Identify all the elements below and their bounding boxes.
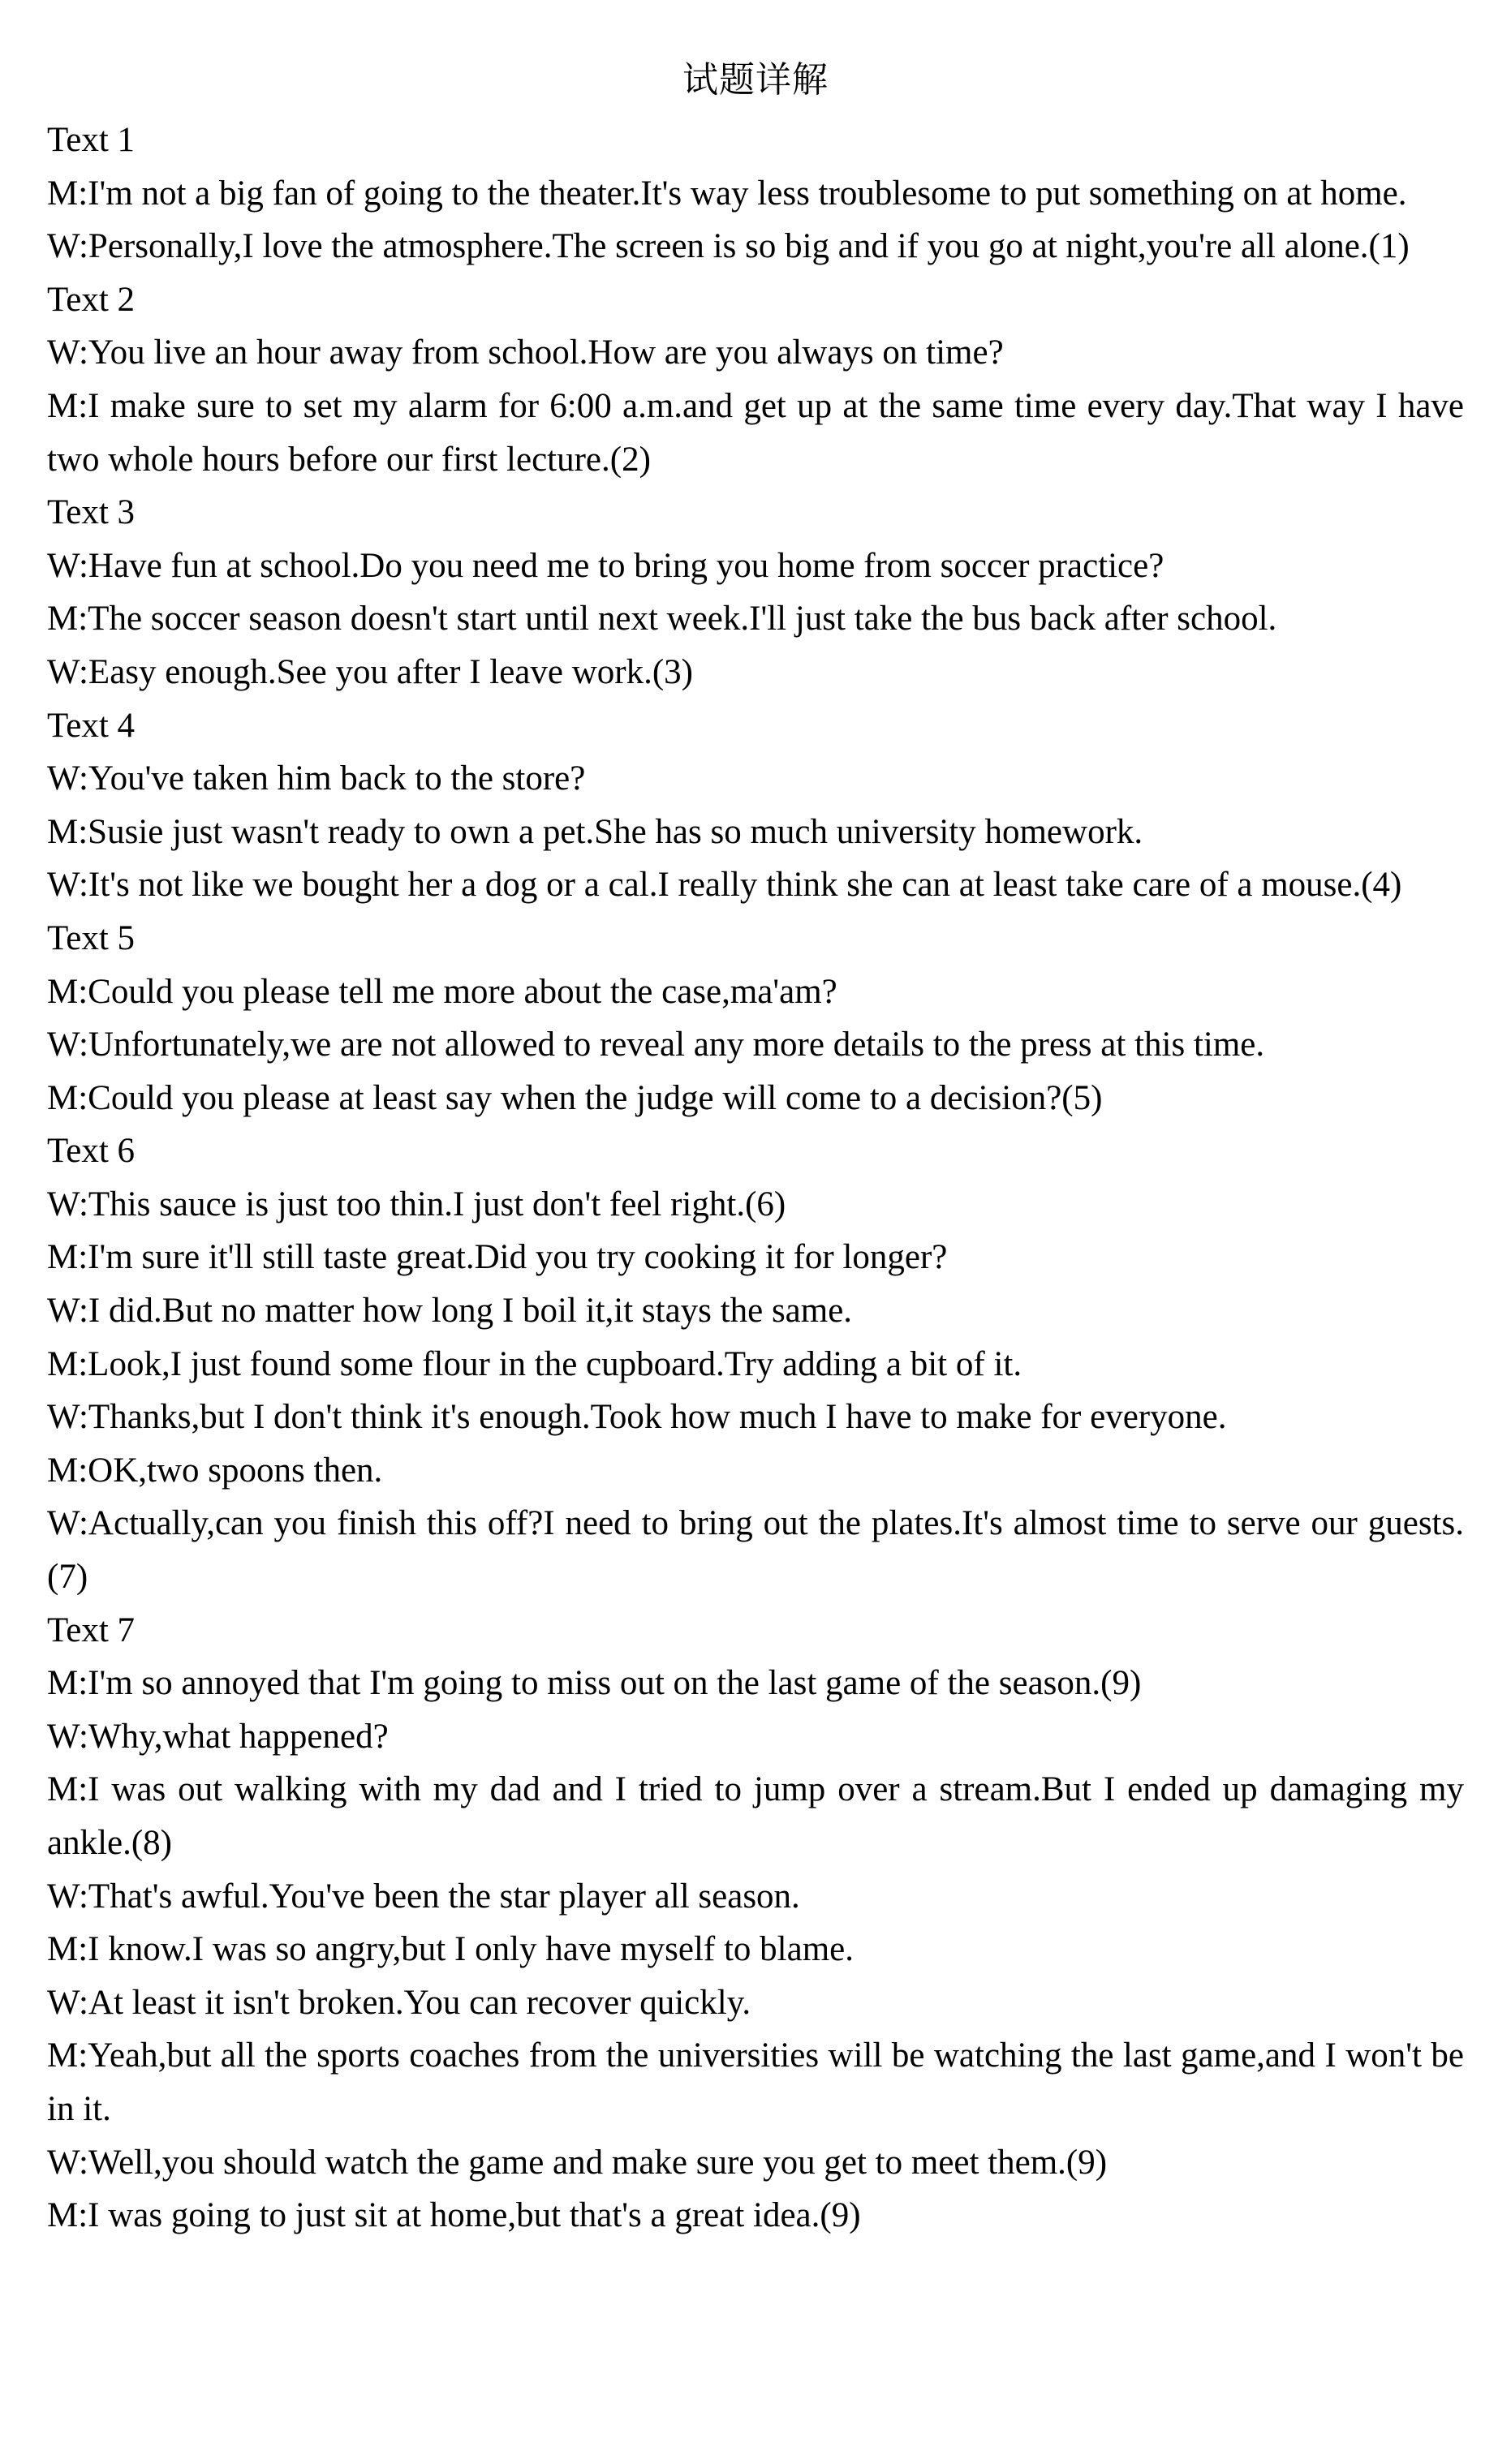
- dialogue-line: W:You live an hour away from school.How are you always on time?: [47, 333, 1004, 372]
- text-section-heading: Text 5: [47, 918, 136, 957]
- dialogue-line: W:You've taken him back to the store?: [47, 759, 586, 798]
- dialogue-line: M:I know.I was so angry,but I only have myself to blame.: [47, 1930, 854, 1969]
- dialogue-line: W:Thanks,but I don't think it's enough.Took how much I have to make for everyone.: [47, 1398, 1227, 1437]
- dialogue-line: W:This sauce is just too thin.I just don't feel right.(6): [47, 1185, 786, 1223]
- text-section-heading: Text 2: [47, 280, 136, 319]
- dialogue-line: M:Could you please at least say when the judge will come to a decision?(5): [47, 1078, 1103, 1117]
- dialogue-line: M:OK,two spoons then.: [47, 1451, 383, 1490]
- dialogue-line: M:I'm not a big fan of going to the theater.It's way less troublesome to put something on at home.: [47, 174, 1407, 213]
- dialogue-line: M:Could you please tell me more about the case,ma'am?: [47, 972, 837, 1011]
- dialogue-line: W:Have fun at school.Do you need me to bring you home from soccer practice?: [47, 546, 1164, 585]
- dialogue-line: W:Personally,I love the atmosphere.The screen is so big and if you go at night,you're all alone.(1): [47, 227, 1410, 266]
- text-section-heading: Text 6: [47, 1132, 136, 1171]
- dialogue-line: W:Actually,can you finish this off?I need to bring out the plates.It's almost time to serve our guests.(7): [47, 1504, 1464, 1597]
- dialogue-line: M:I'm sure it'll still taste great.Did you try cooking it for longer?: [47, 1238, 948, 1277]
- dialogue-line: W:Easy enough.See you after I leave work.(3): [47, 652, 693, 691]
- dialogue-line: M:Yeah,but all the sports coaches from the universities will be watching the last game,and I won't be in it.: [47, 2036, 1464, 2128]
- text-section-heading: Text 4: [47, 706, 136, 745]
- dialogue-line: W:Well,you should watch the game and make sure you get to meet them.(9): [47, 2143, 1108, 2182]
- transcript-body: [47, 114, 1464, 2243]
- dialogue-line: M:I'm so annoyed that I'm going to miss out on the last game of the season.(9): [47, 1664, 1142, 1703]
- dialogue-line: M:The soccer season doesn't start until next week.I'll just take the bus back after school.: [47, 600, 1277, 639]
- dialogue-line: M:I was going to just sit at home,but that's a great idea.(9): [47, 2196, 861, 2235]
- dialogue-line: W:Why,what happened?: [47, 1717, 389, 1756]
- dialogue-line: M:Look,I just found some flour in the cupboard.Try adding a bit of it.: [47, 1344, 1022, 1383]
- text-section-heading: Text 3: [47, 493, 136, 532]
- page-title: 试题详解: [682, 59, 829, 101]
- text-section-heading: Text 7: [47, 1610, 136, 1649]
- dialogue-line: W:I did.But no matter how long I boil it,it stays the same.: [47, 1292, 853, 1331]
- dialogue-line: W:That's awful.You've been the star player all season.: [47, 1877, 800, 1916]
- dialogue-line: M:I make sure to set my alarm for 6:00 a.m.and get up at the same time every day.That way I have two whole hours before our first lecture.(2): [47, 386, 1464, 479]
- dialogue-line: M:Susie just wasn't ready to own a pet.She has so much university homework.: [47, 812, 1143, 851]
- dialogue-line: W:It's not like we bought her a dog or a cal.I really think she can at least take care of a mouse.(4): [47, 866, 1402, 905]
- dialogue-line: W:At least it isn't broken.You can recover quickly.: [47, 1983, 751, 2022]
- dialogue-line: W:Unfortunately,we are not allowed to reveal any more details to the press at this time.: [47, 1026, 1265, 1064]
- text-section-heading: Text 1: [47, 121, 136, 159]
- dialogue-line: M:I was out walking with my dad and I tried to jump over a stream.But I ended up damaging my ankle.(8): [47, 1770, 1464, 1862]
